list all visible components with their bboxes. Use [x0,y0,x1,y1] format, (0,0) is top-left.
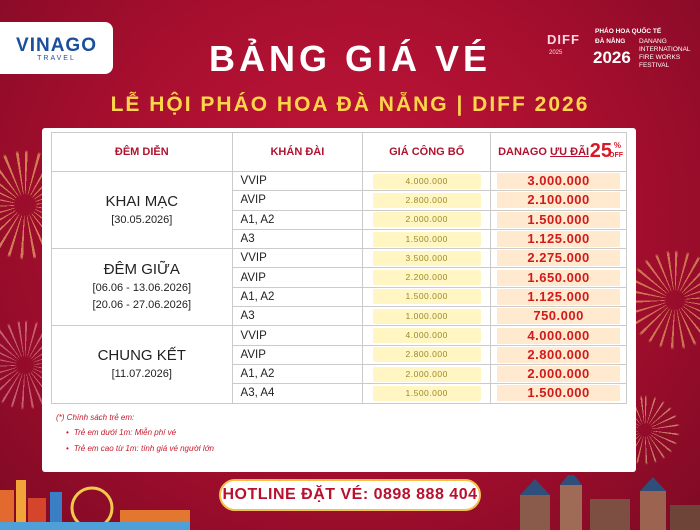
event-cell [52,249,233,326]
diff-year: 2026 [593,48,631,67]
promo-price-cell [491,172,627,191]
promo-price-cell [491,326,627,345]
event-name: KHAI MẠC [105,192,179,210]
base-price-cell [363,172,491,191]
base-price-cell [363,326,491,345]
promo-price-cell [491,364,627,383]
base-price-cell [363,268,491,287]
table-row [52,326,627,345]
promo-price: 2.100.000 [497,192,620,208]
promo-price-cell [491,287,627,306]
base-price: 1.500.000 [373,289,481,304]
base-price: 1.500.000 [373,232,481,247]
event-name: CHUNG KẾT [97,346,186,364]
promo-price-cell [491,210,627,229]
promo-price-cell [491,249,627,268]
base-price-cell [363,345,491,364]
logo-subtext: TRAVEL [37,54,76,62]
diff-line-2: ĐÀ NẴNG [595,38,626,45]
notes-item: • Trẻ em cao từ 1m: tính giá vé người lớn [66,444,214,453]
discount-off: OFF [609,152,623,159]
base-price-cell [363,191,491,210]
header-promo-price [491,133,627,172]
logo-text: VINAGO [16,34,97,56]
base-price-cell [363,210,491,229]
event-date: [06.06 - 13.06.2026] [92,282,191,295]
seat-cell: A3 [232,307,363,326]
diff-mark-year: 2025 [549,50,563,56]
promo-price-cell [491,384,627,403]
promo-price: 3.000.000 [497,173,620,189]
notes-heading: (*) Chính sách trẻ em: [56,413,135,422]
event-date: [30.05.2026] [111,213,173,226]
promo-price: 1.500.000 [497,212,620,228]
base-price: 2.000.000 [373,212,481,227]
seat-cell: VVIP [232,172,363,191]
seat-cell: A3 [232,229,363,248]
promo-price: 4.000.000 [497,328,620,344]
promo-price: 2.275.000 [497,250,620,266]
seat-cell: VVIP [232,326,363,345]
table-header-row [52,133,627,172]
promo-price: 2.000.000 [497,366,620,382]
diff-english-name: DANANG INTERNATIONAL FIRE WORKS FESTIVAL [639,38,691,69]
hotline-button[interactable]: HOTLINE ĐẶT VÉ: 0898 888 404 [219,479,481,511]
castle-decoration [500,475,700,530]
base-price-cell [363,287,491,306]
base-price: 2.800.000 [373,193,481,208]
seat-cell: A1, A2 [232,287,363,306]
promo-price-cell [491,229,627,248]
promo-price-cell [491,345,627,364]
page-title: BẢNG GIÁ VÉ [208,38,492,79]
firework-decoration [625,250,700,350]
diff-line-1: PHÁO HOA QUỐC TẾ [595,28,662,35]
seat-cell: AVIP [232,268,363,287]
event-date: [11.07.2026] [111,367,172,380]
header-base-price: GIÁ CÔNG BỐ [363,133,491,172]
child-policy-notes [56,413,214,460]
base-price-cell [363,249,491,268]
discount-percent: 25 [589,140,612,162]
promo-price: 1.125.000 [497,289,620,305]
base-price: 1.500.000 [373,386,481,401]
base-price: 3.500.000 [373,251,481,266]
seat-cell: AVIP [232,191,363,210]
promo-price: 1.500.000 [497,385,620,401]
discount-sign: % [613,141,621,150]
seat-cell: A3, A4 [232,384,363,403]
diff-festival-logo [547,28,697,74]
notes-item: • Trẻ em dưới 1m: Miễn phí vé [66,428,214,437]
table-row [52,172,627,191]
event-name: ĐÊM GIỮA [103,261,180,279]
price-table-body [52,172,627,404]
base-price-cell [363,384,491,403]
header-seat: KHÁN ĐÀI [232,133,363,172]
promo-highlight: ƯU ĐÃI [550,146,590,158]
page-subtitle: LỄ HỘI PHÁO HOA ĐÀ NẴNG | DIFF 2026 [110,93,590,116]
diff-mark: DIFF [547,32,580,47]
base-price: 1.000.000 [373,309,481,324]
base-price: 2.200.000 [373,270,481,285]
promo-price-cell [491,268,627,287]
header-event: ĐÊM DIỄN [52,133,233,172]
base-price-cell [363,364,491,383]
promo-price: 2.800.000 [497,347,620,363]
city-skyline-decoration [0,470,190,530]
base-price: 2.000.000 [373,367,481,382]
price-table [51,132,627,404]
seat-cell: A1, A2 [232,210,363,229]
promo-price-cell [491,191,627,210]
promo-price: 1.650.000 [497,270,620,286]
event-cell [52,172,233,249]
seat-cell: VVIP [232,249,363,268]
promo-prefix: DANAGO [498,146,547,158]
promo-price-cell [491,307,627,326]
base-price: 4.000.000 [373,328,481,343]
base-price-cell [363,307,491,326]
event-cell [52,326,233,403]
seat-cell: AVIP [232,345,363,364]
promo-price: 750.000 [497,308,620,324]
table-row [52,249,627,268]
event-date: [20.06 - 27.06.2026] [92,299,191,312]
base-price: 4.000.000 [373,174,481,189]
price-table-card [42,128,636,472]
base-price-cell [363,229,491,248]
seat-cell: A1, A2 [232,364,363,383]
base-price: 2.800.000 [373,347,481,362]
promo-price: 1.125.000 [497,231,620,247]
